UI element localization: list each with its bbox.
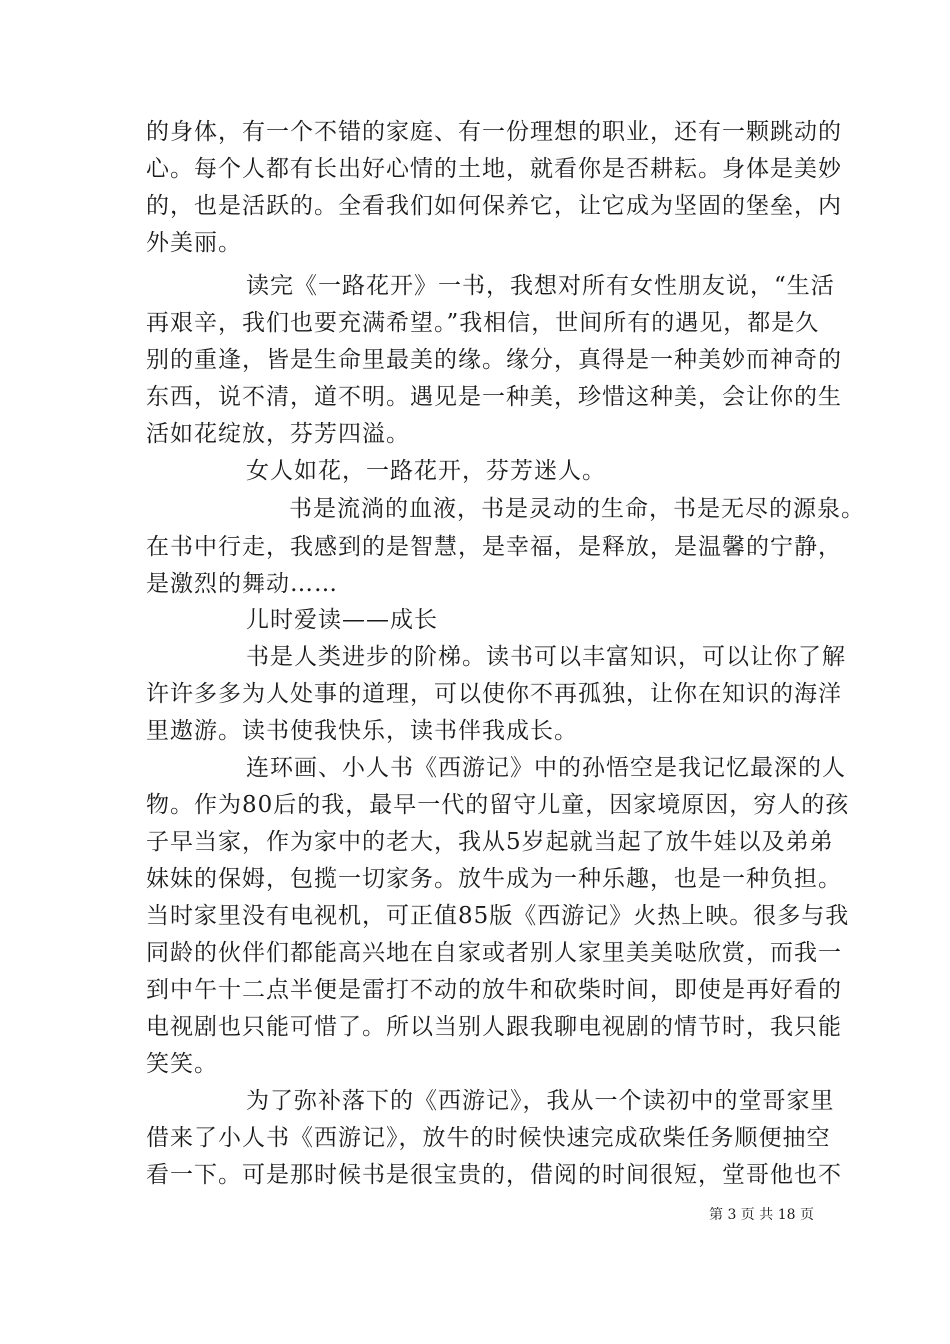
text-line: 看一下。可是那时候书是很宝贵的，借阅的时间很短，堂哥他也不 — [146, 1162, 842, 1188]
text-line: 外美丽。 — [146, 230, 242, 256]
text-line: 同龄的伙伴们都能高兴地在自家或者别人家里美美哒欣赏，而我一 — [146, 940, 842, 966]
text-line: 物。作为80后的我，最早一代的留守儿童，因家境原因，穷人的孩 — [146, 792, 850, 818]
section-heading: 儿时爱读——成长 — [246, 607, 438, 633]
text-line: 许许多多为人处事的道理，可以使你不再孤独，让你在知识的海洋 — [146, 681, 842, 707]
text-line: 书是人类进步的阶梯。读书可以丰富知识，可以让你了解 — [246, 644, 846, 670]
text-line: 书是流淌的血液，书是灵动的生命，书是无尽的源泉。 — [289, 496, 865, 522]
text-line: 连环画、小人书《西游记》中的孙悟空是我记忆最深的人 — [246, 755, 846, 781]
text-line: 的身体，有一个不错的家庭、有一份理想的职业，还有一颗跳动的 — [146, 119, 842, 145]
text-line: 笑笑。 — [146, 1051, 218, 1077]
text-line: 子早当家，作为家中的老大，我从5岁起就当起了放牛娃以及弟弟 — [146, 829, 834, 855]
text-line: 里遨游。读书使我快乐，读书伴我成长。 — [146, 718, 578, 744]
page-number-footer: 第 3 页 共 18 页 — [709, 1207, 814, 1223]
text-line: 心。每个人都有长出好心情的土地，就看你是否耕耘。身体是美妙 — [146, 156, 842, 182]
text-line: 的，也是活跃的。全看我们如何保养它，让它成为坚固的堡垒，内 — [146, 193, 842, 219]
text-line: 再艰辛，我们也要充满希望。”我相信，世间所有的遇见，都是久 — [146, 310, 820, 336]
text-line: 东西，说不清，道不明。遇见是一种美，珍惜这种美，会让你的生 — [146, 384, 842, 410]
text-line: 读完《一路花开》一书，我想对所有女性朋友说，“生活 — [246, 273, 835, 299]
text-line: 在书中行走，我感到的是智慧，是幸福，是释放，是温馨的宁静， — [146, 534, 842, 560]
text-line: 为了弥补落下的《西游记》，我从一个读初中的堂哥家里 — [246, 1088, 835, 1114]
text-line: 别的重逢，皆是生命里最美的缘。缘分，真得是一种美妙而神奇的 — [146, 347, 842, 373]
text-line: 活如花绽放，芬芳四溢。 — [146, 421, 410, 447]
text-line: 借来了小人书《西游记》，放牛的时候快速完成砍柴任务顺便抽空 — [146, 1125, 831, 1151]
text-line: 电视剧也只能可惜了。所以当别人跟我聊电视剧的情节时，我只能 — [146, 1014, 842, 1040]
text-line: 妹妹的保姆，包揽一切家务。放牛成为一种乐趣，也是一种负担。 — [146, 866, 842, 892]
text-line: 是激烈的舞动…… — [146, 571, 338, 597]
text-line: 当时家里没有电视机，可正值85版《西游记》火热上映。很多与我 — [146, 903, 850, 929]
text-line: 女人如花，一路花开，芬芳迷人。 — [246, 458, 606, 484]
text-line: 到中午十二点半便是雷打不动的放牛和砍柴时间，即使是再好看的 — [146, 977, 842, 1003]
